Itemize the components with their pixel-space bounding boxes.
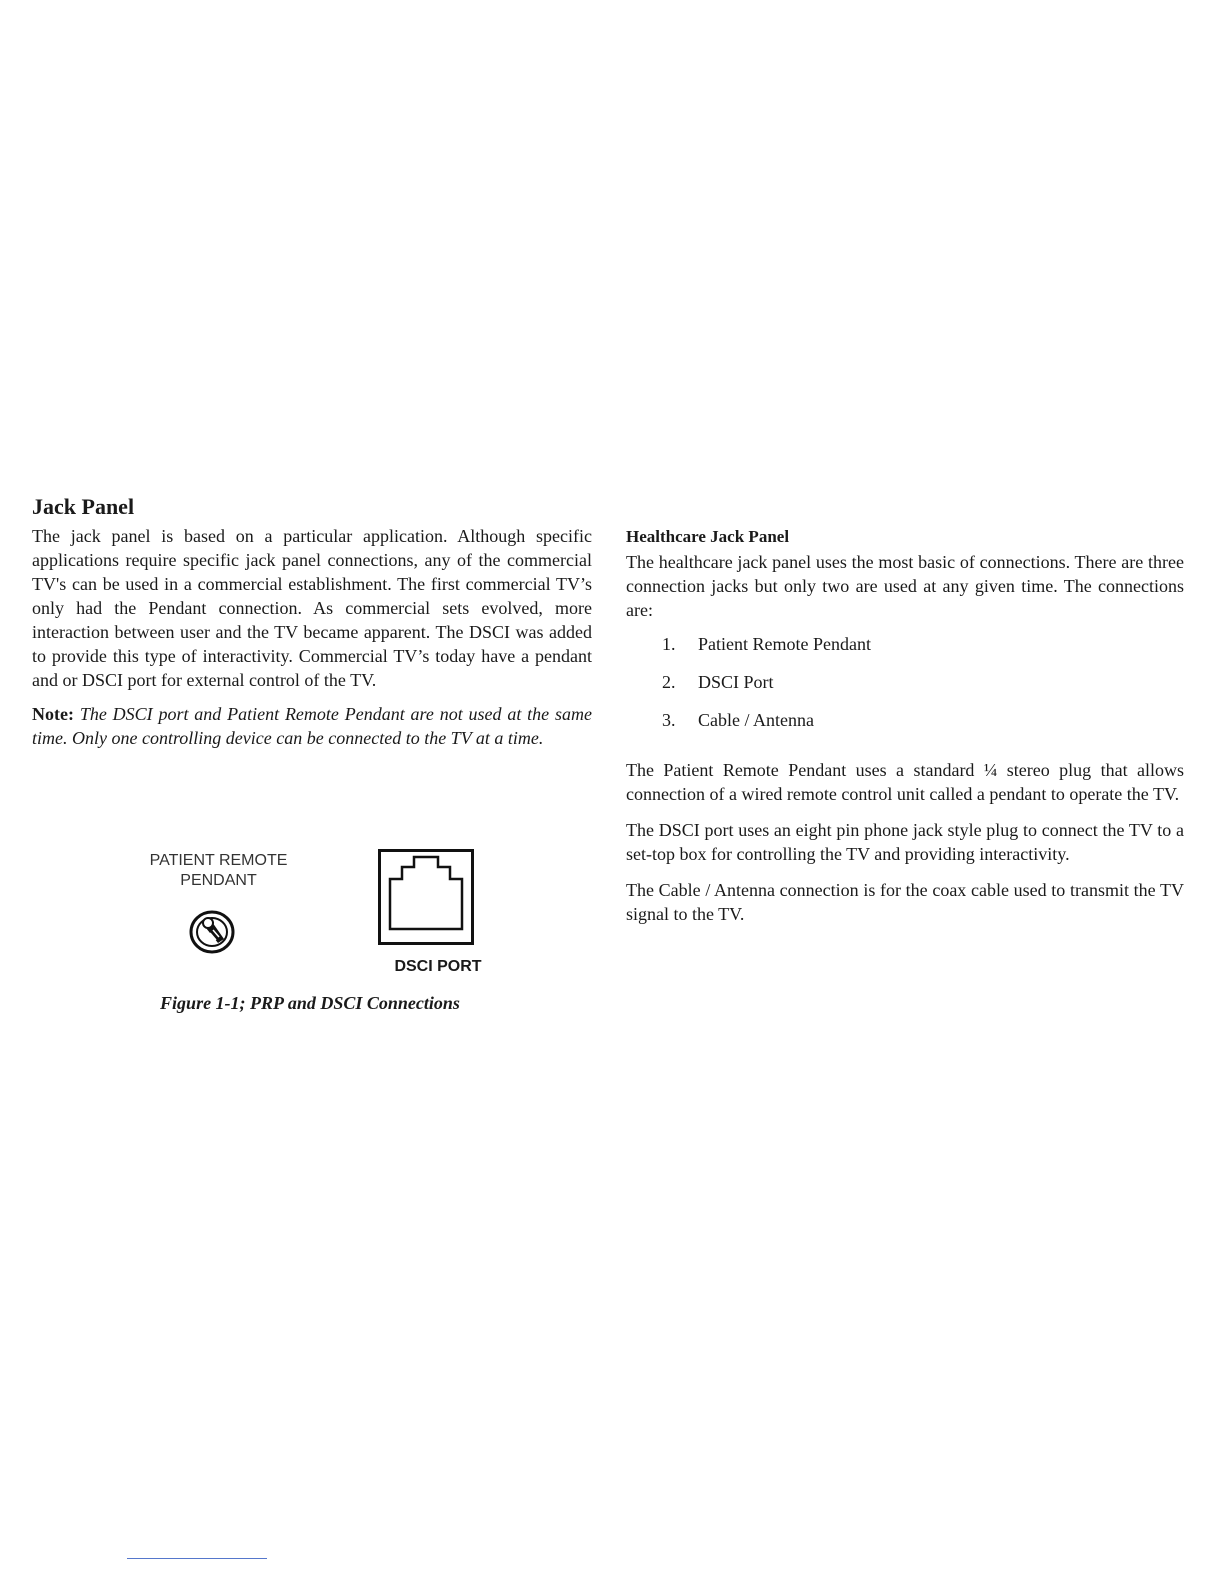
note-label: Note: (32, 704, 74, 724)
footer-rule (127, 1558, 267, 1559)
list-item-label: Cable / Antenna (698, 710, 814, 730)
pendant-paragraph: The Patient Remote Pendant uses a standard ¼ stereo plug that allows connection of a wired remote control unit called a pendant to operate the TV. (626, 760, 1184, 804)
left-column (32, 493, 592, 750)
jack-panel-intro: The jack panel is based on a particular application. Although specific applications require specific jack panel connections, any of the commercial TV's can be used in a commercial establishment. The first commercial TV’s only had the Pendant connection. As commercial sets evolved, more interaction between user and the TV became apparent. The DSCI was added to provide this type of interactivity. Commercial TV’s today have a pendant and or DSCI port for external control of the TV. (32, 526, 592, 690)
note-text: The DSCI port and Patient Remote Pendant are not used at the same time. Only one controlling device can be connected to the TV at a time. (32, 704, 592, 748)
dsci-paragraph: The DSCI port uses an eight pin phone jack style plug to connect the TV to a set-top box for controlling the TV and providing interactivity. (626, 820, 1184, 864)
list-item-label: DSCI Port (698, 672, 774, 692)
prp-label-line1: PATIENT REMOTE (149, 852, 288, 869)
prp-label (136, 851, 301, 891)
cable-paragraph: The Cable / Antenna connection is for the coax cable used to transmit the TV signal to the TV. (626, 880, 1184, 924)
list-item (626, 670, 1184, 708)
note (32, 702, 592, 750)
list-item-number: 1. (662, 634, 676, 654)
list-item-label: Patient Remote Pendant (698, 634, 871, 654)
list-item (626, 708, 1184, 746)
dsci-port-label: DSCI PORT (394, 958, 482, 975)
healthcare-intro: The healthcare jack panel uses the most basic of connections. There are three connection jacks but only two are used at any given time. The connections are: (626, 552, 1184, 620)
right-column (626, 526, 1184, 938)
list-item (626, 632, 1184, 670)
rj45-port-icon (378, 849, 474, 945)
healthcare-jack-panel-title: Healthcare Jack Panel (626, 527, 790, 546)
figure-caption: Figure 1-1; PRP and DSCI Connections (160, 993, 460, 1013)
stereo-jack-icon (188, 909, 236, 955)
connections-list (626, 632, 1184, 746)
list-item-number: 2. (662, 672, 676, 692)
prp-label-line2: PENDANT (180, 872, 257, 889)
list-item-number: 3. (662, 710, 676, 730)
section-title: Jack Panel (32, 494, 135, 519)
